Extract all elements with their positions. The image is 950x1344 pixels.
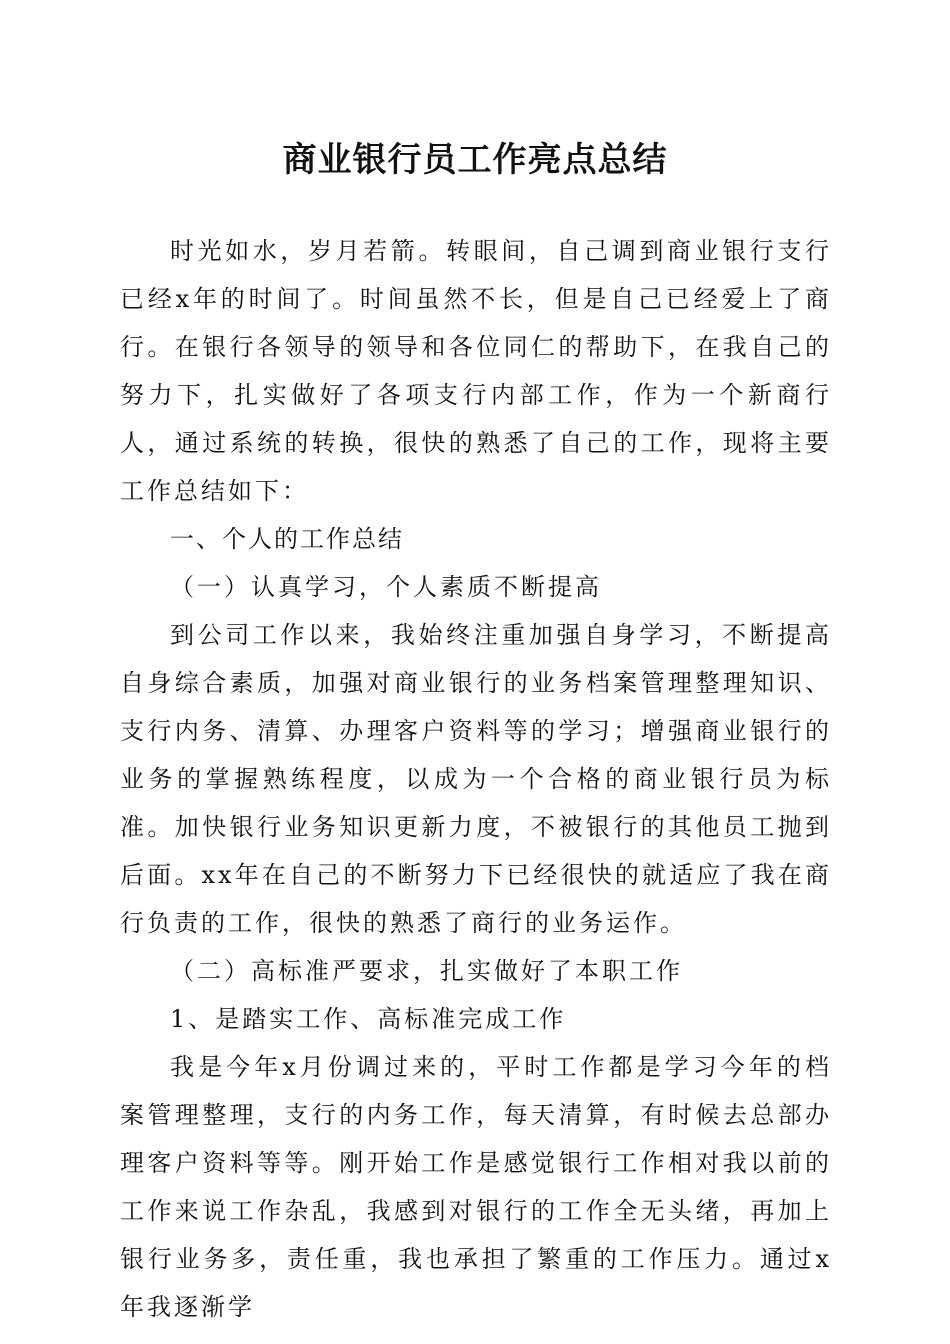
document-body (120, 227, 832, 1331)
intro-paragraph: 时光如水，岁月若箭。转眼间，自己调到商业银行支行已经x年的时间了。时间虽然不长，但是自己已经爱上了商行。在银行各领导的领导和各位同仁的帮助下，在我自己的努力下，扎实做好了各项支行内部工作，作为一个新商行人，通过系统的转换，很快的熟悉了自己的工作，现将主要工作总结如下： (120, 237, 832, 505)
document-title: 商业银行员工作亮点总结 (282, 140, 668, 180)
subsection-heading-study: （一）认真学习，个人素质不断提高 (170, 573, 602, 601)
item-heading-diligent-work: 1、是踏实工作、高标准完成工作 (170, 1005, 567, 1033)
subsection-heading-duties: （二）高标准严要求，扎实做好了本职工作 (170, 957, 683, 985)
diligent-work-paragraph: 我是今年x月份调过来的，平时工作都是学习今年的档案管理整理，支行的内务工作，每天清算，有时候去总部办理客户资料等等。刚开始工作是感觉银行工作相对我以前的工作来说工作杂乱，我感到对银行的工作全无头绪，再加上银行业务多，责任重，我也承担了繁重的工作压力。通过x年我逐渐学 (120, 1053, 832, 1321)
study-paragraph: 到公司工作以来，我始终注重加强自身学习，不断提高自身综合素质，加强对商业银行的业务档案管理整理知识、支行内务、清算、办理客户资料等的学习；增强商业银行的业务的掌握熟练程度，以成为一个合格的商业银行员为标准。加快银行业务知识更新力度，不被银行的其他员工抛到后面。xx年在自己的不断努力下已经很快的就适应了我在商行负责的工作，很快的熟悉了商行的业务运作。 (120, 621, 832, 937)
section-heading-personal-summary: 一、个人的工作总结 (170, 525, 404, 553)
